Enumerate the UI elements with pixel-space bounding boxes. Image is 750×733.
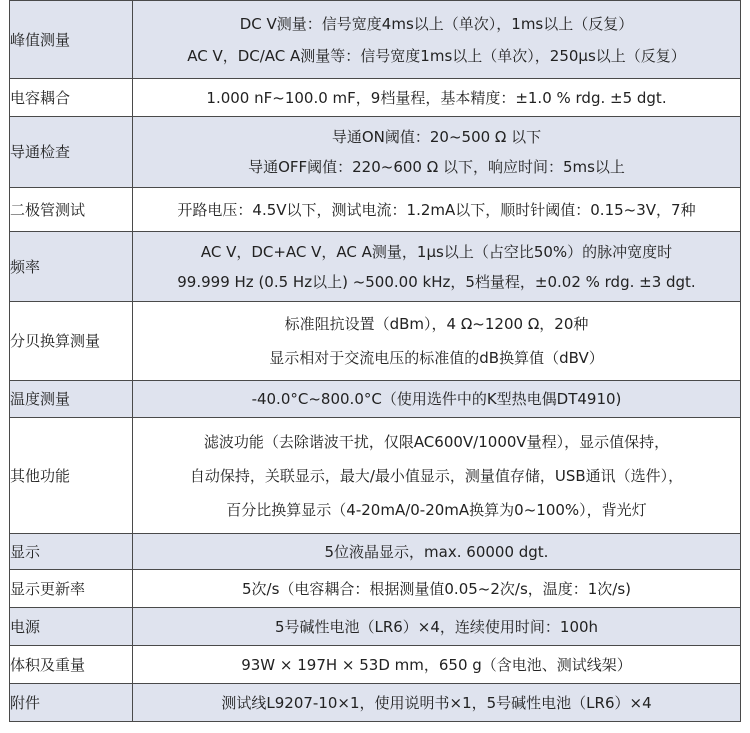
- table-row: [10, 534, 741, 570]
- row-label: 分贝换算测量: [10, 302, 133, 381]
- row-value: [133, 534, 741, 570]
- value-line: 5次/s（电容耦合：根据测量值0.05~2次/s，温度：1次/s): [241, 579, 632, 598]
- value-line: -40.0°C~800.0°C（使用选件中的K型热电偶DT4910): [251, 390, 622, 408]
- row-value: [133, 302, 741, 381]
- row-label: 电容耦合: [10, 79, 133, 117]
- table-row: [10, 418, 741, 534]
- row-label: 二极管测试: [10, 188, 133, 232]
- value-line: DC V测量：信号宽度4ms以上（单次），1ms以上（反复）: [239, 14, 634, 33]
- value-line: 5位液晶显示，max. 60000 dgt.: [324, 542, 549, 561]
- row-label: 频率: [10, 232, 133, 302]
- value-line: 开路电压：4.5V以下，测试电流：1.2mA以下，顺时针阈值：0.15~3V，7种: [177, 200, 696, 219]
- value-line: 99.999 Hz (0.5 Hz以上) ~500.00 kHz，5档量程，±0.02 % rdg. ±3 dgt.: [177, 272, 696, 291]
- row-value: [133, 381, 741, 418]
- table-row: [10, 608, 741, 646]
- row-label: 电源: [10, 608, 133, 646]
- table-row: [10, 117, 741, 188]
- row-label: 体积及重量: [10, 646, 133, 684]
- value-line: 导通ON阈值：20~500 Ω 以下: [331, 128, 542, 146]
- table-row: [10, 232, 741, 302]
- row-value: [133, 188, 741, 232]
- row-label: 显示更新率: [10, 570, 133, 608]
- spec-table: [9, 0, 741, 722]
- table-row: [10, 570, 741, 608]
- row-value: [133, 570, 741, 608]
- table-row: [10, 79, 741, 117]
- row-label: 显示: [10, 534, 133, 570]
- value-line: AC V，DC+AC V，AC A测量，1μs以上（占空比50%）的脉冲宽度时: [200, 242, 673, 261]
- row-value: [133, 117, 741, 188]
- row-value: [133, 418, 741, 534]
- value-line: 测试线L9207-10×1，使用说明书×1，5号碱性电池（LR6）×4: [221, 693, 652, 712]
- value-line: 导通OFF阈值：220~600 Ω 以下，响应时间：5ms以上: [248, 158, 625, 176]
- table-row: [10, 1, 741, 79]
- table-row: [10, 684, 741, 722]
- row-label: 峰值测量: [10, 1, 133, 79]
- row-label: 导通检查: [10, 117, 133, 188]
- value-line: AC V，DC/AC A测量等：信号宽度1ms以上（单次），250μs以上（反复）: [187, 46, 686, 65]
- table-row: [10, 381, 741, 418]
- value-line: 1.000 nF~100.0 mF，9档量程，基本精度：±1.0 % rdg. ±5 dgt.: [206, 88, 667, 107]
- value-line: 滤波功能（去除谐波干扰，仅限AC600V/1000V量程），显示值保持，: [203, 432, 670, 451]
- row-value: [133, 1, 741, 79]
- value-line: 标准阻抗设置（dBm），4 Ω~1200 Ω，20种: [284, 315, 589, 333]
- row-value: [133, 646, 741, 684]
- row-value: [133, 79, 741, 117]
- row-value: [133, 608, 741, 646]
- value-line: 5号碱性电池（LR6）×4，连续使用时间：100h: [274, 617, 599, 636]
- table-row: [10, 646, 741, 684]
- row-label: 温度测量: [10, 381, 133, 418]
- value-line: 93W × 197H × 53D mm，650 g（含电池、测试线架）: [241, 655, 632, 674]
- value-line: 百分比换算显示（4-20mA/0-20mA换算为0~100%），背光灯: [226, 500, 647, 519]
- value-line: 自动保持，关联显示，最大/最小值显示，测量值存储，USB通讯（选件），: [189, 466, 684, 485]
- row-value: [133, 684, 741, 722]
- row-value: [133, 232, 741, 302]
- table-row: [10, 188, 741, 232]
- value-line: 显示相对于交流电压的标准值的dB换算值（dBV）: [269, 349, 604, 367]
- row-label: 其他功能: [10, 418, 133, 534]
- row-label: 附件: [10, 684, 133, 722]
- table-row: [10, 302, 741, 381]
